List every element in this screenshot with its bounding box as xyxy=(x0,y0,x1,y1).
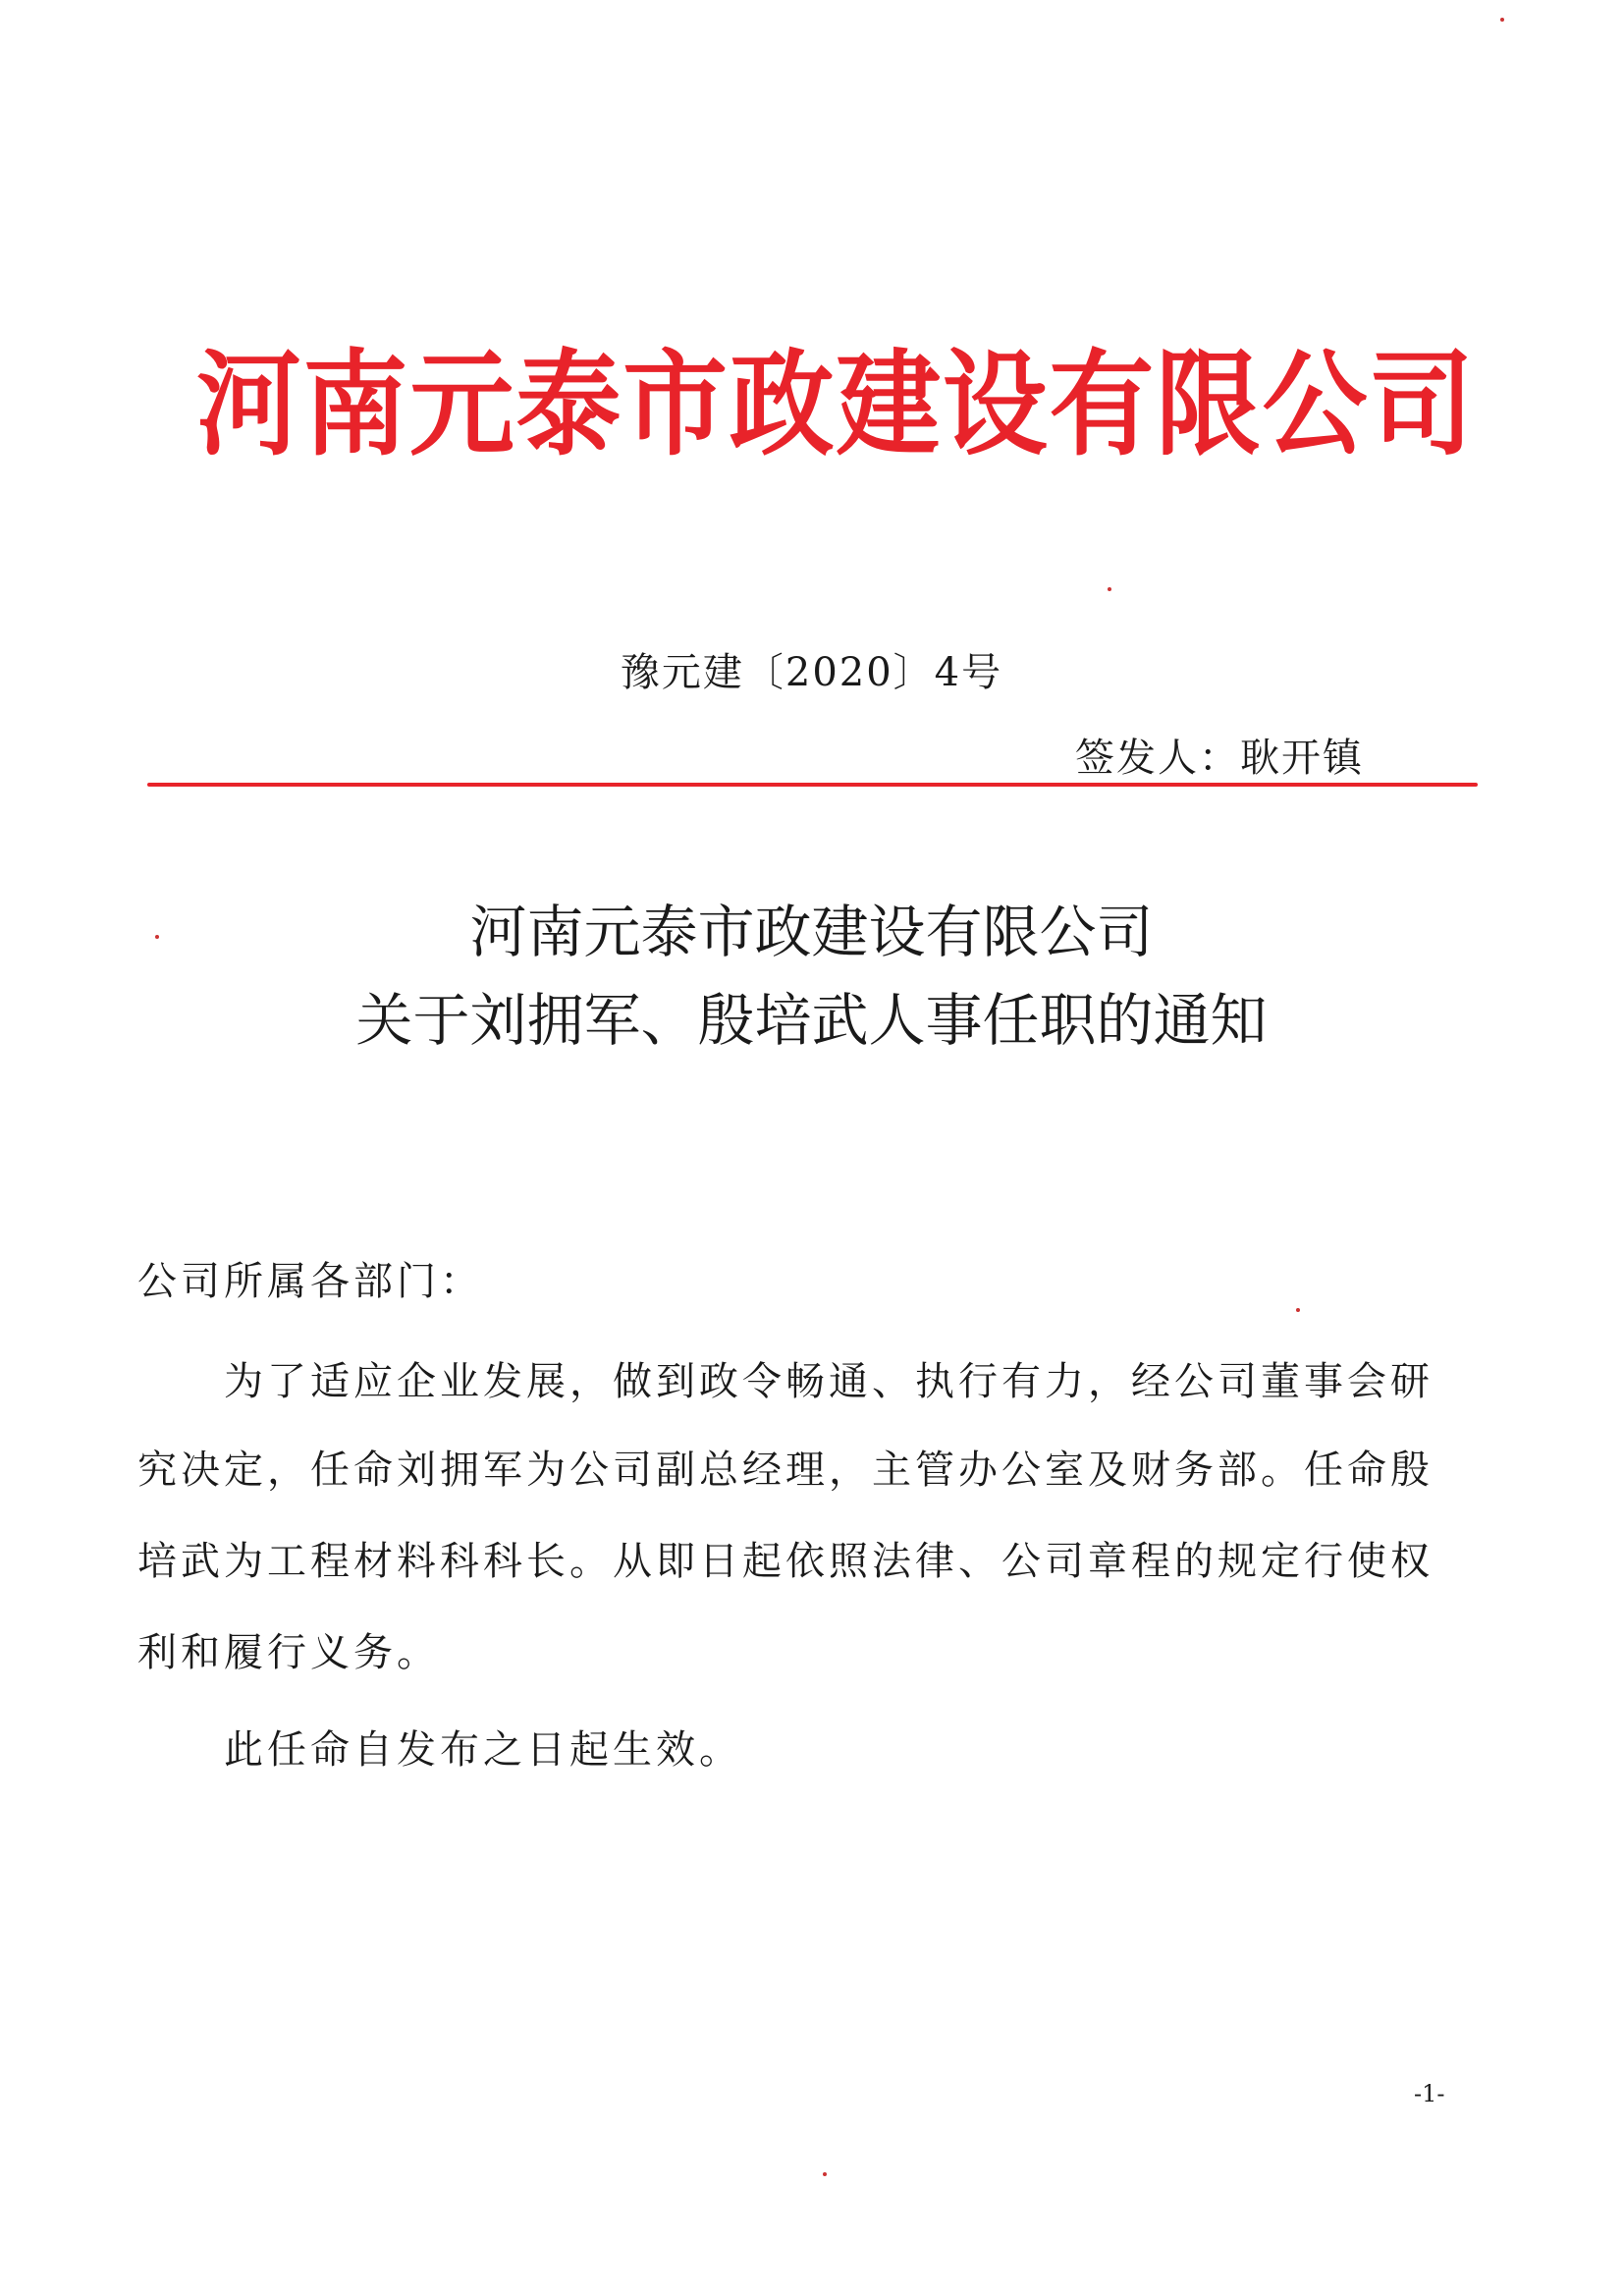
red-separator-line xyxy=(147,783,1478,787)
notice-title-line-1: 河南元泰市政建设有限公司 xyxy=(469,899,1154,965)
issuer-signature: 签发人：耿开镇 xyxy=(1075,736,1364,781)
paragraph-line: 利和履行义务。 xyxy=(137,1630,440,1675)
letterhead-company-name: 河南元泰市政建设有限公司 xyxy=(196,339,1476,471)
notice-title-line-2: 关于刘拥军、殷培武人事任职的通知 xyxy=(355,987,1268,1054)
scan-speck xyxy=(1296,1308,1300,1312)
page-number: -1- xyxy=(1414,2080,1445,2107)
scan-speck xyxy=(155,935,159,939)
paragraph-line: 培武为工程材料科科长。从即日起依照法律、公司章程的规定行使权 xyxy=(137,1539,1434,1584)
salutation: 公司所属各部门： xyxy=(137,1259,483,1304)
scan-speck xyxy=(1500,18,1504,22)
scan-speck xyxy=(1108,587,1111,591)
paragraph-line: 究决定，任命刘拥军为公司副总经理，主管办公室及财务部。任命殷 xyxy=(137,1448,1434,1493)
document-number: 豫元建〔2020〕4号 xyxy=(620,650,1003,695)
paragraph-line: 为了适应企业发展，做到政令畅通、执行有力，经公司董事会研 xyxy=(224,1359,1434,1404)
scan-speck xyxy=(823,2172,827,2176)
closing-statement: 此任命自发布之日起生效。 xyxy=(224,1727,742,1773)
